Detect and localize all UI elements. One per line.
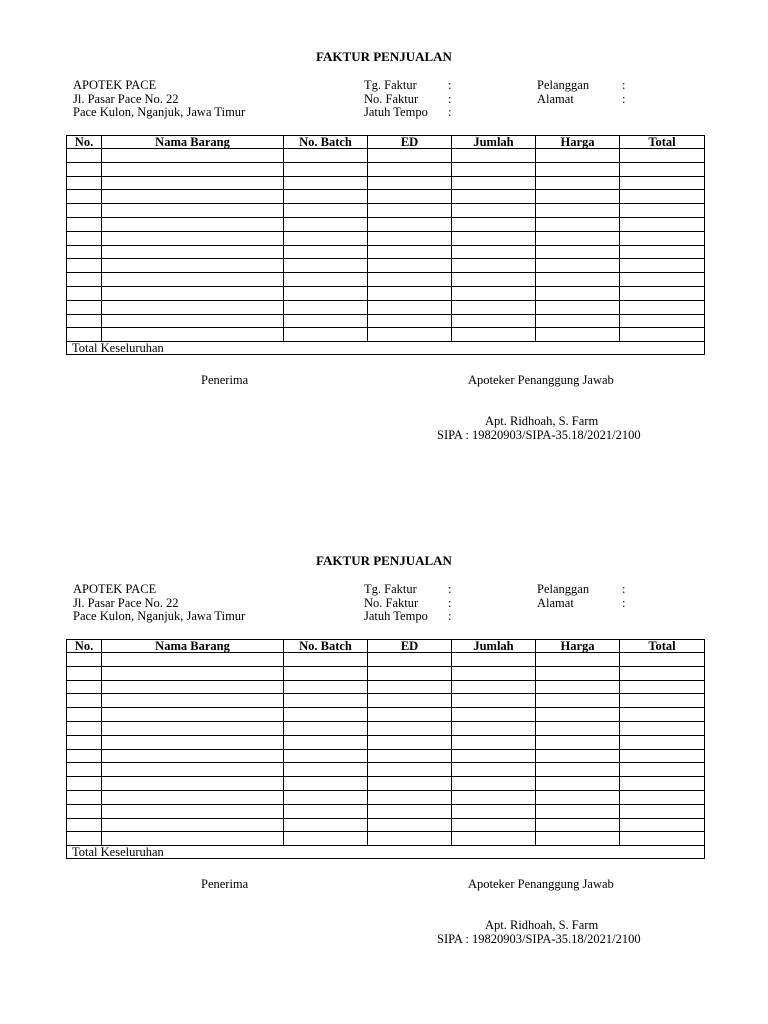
table-cell: [284, 818, 368, 832]
table-cell: [368, 680, 452, 694]
customer-address-label: Alamat: [537, 596, 574, 610]
table-cell: [368, 804, 452, 818]
table-cell: [620, 217, 705, 231]
column-header-price: Harga: [536, 640, 620, 653]
table-cell: [536, 708, 620, 722]
table-cell: [452, 245, 536, 259]
table-cell: [536, 149, 620, 163]
customer-label: Pelanggan: [537, 78, 590, 92]
invoice-title: FAKTUR PENJUALAN: [316, 553, 452, 568]
table-cell: [102, 245, 284, 259]
table-row: [67, 314, 705, 328]
column-header-total: Total: [620, 640, 705, 653]
table-cell: [284, 190, 368, 204]
table-cell: [67, 231, 102, 245]
pharmacist-label: Apoteker Penanggung Jawab: [468, 373, 614, 387]
table-row: [67, 666, 705, 680]
customer-address-separator: :: [622, 596, 626, 610]
table-cell: [452, 680, 536, 694]
table-row: [67, 204, 705, 218]
table-cell: [67, 273, 102, 287]
table-cell: [284, 749, 368, 763]
table-cell: [452, 721, 536, 735]
column-header-expiry-date: ED: [368, 136, 452, 149]
table-cell: [452, 328, 536, 342]
pharmacist-license: SIPA : 19820903/SIPA-35.18/2021/2100: [437, 428, 641, 442]
table-row: [67, 735, 705, 749]
table-cell: [452, 286, 536, 300]
table-cell: [620, 749, 705, 763]
table-cell: [368, 763, 452, 777]
table-cell: [284, 162, 368, 176]
table-cell: [67, 749, 102, 763]
table-cell: [452, 735, 536, 749]
table-cell: [452, 708, 536, 722]
table-cell: [452, 149, 536, 163]
table-cell: [368, 245, 452, 259]
table-cell: [620, 300, 705, 314]
table-cell: [368, 286, 452, 300]
table-cell: [284, 231, 368, 245]
table-row: [67, 777, 705, 791]
table-cell: [536, 777, 620, 791]
table-cell: [67, 804, 102, 818]
table-cell: [284, 694, 368, 708]
table-cell: [102, 749, 284, 763]
table-cell: [368, 162, 452, 176]
customer-separator: :: [622, 582, 626, 596]
table-cell: [368, 217, 452, 231]
table-cell: [536, 204, 620, 218]
table-cell: [102, 259, 284, 273]
table-cell: [67, 314, 102, 328]
table-cell: [536, 680, 620, 694]
table-cell: [536, 763, 620, 777]
table-cell: [102, 190, 284, 204]
table-cell: [452, 300, 536, 314]
table-cell: [368, 708, 452, 722]
table-cell: [368, 749, 452, 763]
table-cell: [620, 735, 705, 749]
table-cell: [102, 708, 284, 722]
table-row: [67, 818, 705, 832]
table-cell: [67, 204, 102, 218]
table-cell: [452, 190, 536, 204]
table-cell: [452, 666, 536, 680]
table-cell: [368, 777, 452, 791]
table-cell: [452, 749, 536, 763]
customer-address-label: Alamat: [537, 92, 574, 106]
table-cell: [67, 653, 102, 667]
table-row: [67, 162, 705, 176]
table-cell: [368, 259, 452, 273]
item-rows: [67, 149, 705, 342]
column-header-price: Harga: [536, 136, 620, 149]
table-cell: [67, 790, 102, 804]
table-cell: [452, 273, 536, 287]
table-row: [67, 763, 705, 777]
table-cell: [284, 204, 368, 218]
table-cell: [102, 273, 284, 287]
table-cell: [368, 328, 452, 342]
table-cell: [536, 832, 620, 846]
table-cell: [368, 176, 452, 190]
table-cell: [620, 190, 705, 204]
table-cell: [102, 721, 284, 735]
table-cell: [536, 666, 620, 680]
table-cell: [102, 653, 284, 667]
table-row: [67, 245, 705, 259]
customer-separator: :: [622, 78, 626, 92]
table-cell: [67, 818, 102, 832]
table-row: [67, 217, 705, 231]
table-cell: [102, 162, 284, 176]
table-cell: [536, 735, 620, 749]
table-cell: [284, 680, 368, 694]
table-cell: [620, 694, 705, 708]
table-cell: [67, 735, 102, 749]
table-cell: [452, 231, 536, 245]
table-cell: [368, 653, 452, 667]
table-cell: [67, 666, 102, 680]
table-cell: [536, 749, 620, 763]
items-table: [66, 639, 705, 859]
table-cell: [284, 328, 368, 342]
table-cell: [67, 190, 102, 204]
table-row: [67, 176, 705, 190]
table-cell: [284, 314, 368, 328]
table-cell: [620, 653, 705, 667]
column-header-no: No.: [67, 640, 102, 653]
company-address-line2: Pace Kulon, Nganjuk, Jawa Timur: [73, 105, 246, 119]
table-cell: [102, 832, 284, 846]
table-cell: [536, 162, 620, 176]
column-header-item-name: Nama Barang: [102, 136, 284, 149]
table-cell: [67, 245, 102, 259]
invoice-number-label: No. Faktur: [364, 92, 419, 106]
table-cell: [452, 204, 536, 218]
table-cell: [620, 245, 705, 259]
table-cell: [368, 231, 452, 245]
table-cell: [67, 176, 102, 190]
table-cell: [102, 818, 284, 832]
table-cell: [67, 217, 102, 231]
table-cell: [368, 300, 452, 314]
pharmacist-label: Apoteker Penanggung Jawab: [468, 877, 614, 891]
table-cell: [452, 314, 536, 328]
table-cell: [67, 328, 102, 342]
table-cell: [536, 286, 620, 300]
column-header-item-name: Nama Barang: [102, 640, 284, 653]
table-cell: [368, 190, 452, 204]
table-cell: [284, 176, 368, 190]
table-cell: [536, 790, 620, 804]
table-row: [67, 749, 705, 763]
table-cell: [284, 804, 368, 818]
due-date-separator: :: [448, 105, 452, 119]
table-cell: [368, 149, 452, 163]
column-header-quantity: Jumlah: [452, 136, 536, 149]
table-cell: [284, 763, 368, 777]
table-cell: [452, 176, 536, 190]
column-header-no: No.: [67, 136, 102, 149]
grand-total-label: Total Keseluruhan: [67, 846, 705, 859]
company-address-line2: Pace Kulon, Nganjuk, Jawa Timur: [73, 609, 246, 623]
table-cell: [284, 300, 368, 314]
grand-total-label: Total Keseluruhan: [67, 342, 705, 355]
items-table: [66, 135, 705, 355]
table-cell: [284, 721, 368, 735]
table-cell: [452, 653, 536, 667]
table-cell: [102, 680, 284, 694]
table-cell: [620, 286, 705, 300]
table-cell: [620, 328, 705, 342]
invoice-number-separator: :: [448, 596, 452, 610]
table-cell: [452, 804, 536, 818]
table-cell: [102, 286, 284, 300]
table-cell: [67, 162, 102, 176]
table-row: [67, 653, 705, 667]
invoice-form-2: [0, 504, 768, 974]
table-cell: [620, 204, 705, 218]
due-date-separator: :: [448, 609, 452, 623]
table-cell: [368, 314, 452, 328]
invoice-form-1: [0, 0, 768, 470]
table-row: [67, 721, 705, 735]
table-cell: [284, 286, 368, 300]
table-cell: [67, 721, 102, 735]
table-row: [67, 328, 705, 342]
table-cell: [284, 653, 368, 667]
table-cell: [536, 245, 620, 259]
table-cell: [284, 735, 368, 749]
table-cell: [67, 708, 102, 722]
table-cell: [536, 217, 620, 231]
table-cell: [452, 259, 536, 273]
table-cell: [620, 176, 705, 190]
table-cell: [102, 176, 284, 190]
table-cell: [536, 176, 620, 190]
table-cell: [102, 204, 284, 218]
pharmacist-name: Apt. Ridhoah, S. Farm: [485, 918, 599, 932]
table-cell: [536, 804, 620, 818]
table-cell: [284, 259, 368, 273]
column-header-batch-number: No. Batch: [284, 136, 368, 149]
table-cell: [620, 708, 705, 722]
table-cell: [67, 777, 102, 791]
table-cell: [536, 328, 620, 342]
grand-total-row: [67, 342, 705, 355]
company-address-line1: Jl. Pasar Pace No. 22: [73, 596, 179, 610]
table-header-row: [67, 136, 705, 149]
table-cell: [620, 832, 705, 846]
company-name: APOTEK PACE: [73, 78, 157, 92]
pharmacist-name: Apt. Ridhoah, S. Farm: [485, 414, 599, 428]
company-address-line1: Jl. Pasar Pace No. 22: [73, 92, 179, 106]
table-cell: [102, 231, 284, 245]
table-cell: [67, 300, 102, 314]
invoice-date-separator: :: [448, 582, 452, 596]
table-cell: [284, 273, 368, 287]
table-cell: [620, 804, 705, 818]
due-date-label: Jatuh Tempo: [364, 609, 428, 623]
table-cell: [536, 653, 620, 667]
table-header-row: [67, 640, 705, 653]
table-cell: [67, 832, 102, 846]
table-cell: [368, 721, 452, 735]
table-cell: [67, 680, 102, 694]
table-row: [67, 708, 705, 722]
table-cell: [368, 735, 452, 749]
invoice-number-label: No. Faktur: [364, 596, 419, 610]
table-row: [67, 790, 705, 804]
table-cell: [102, 804, 284, 818]
customer-label: Pelanggan: [537, 582, 590, 596]
table-cell: [284, 777, 368, 791]
table-cell: [536, 818, 620, 832]
table-cell: [536, 273, 620, 287]
pharmacist-license: SIPA : 19820903/SIPA-35.18/2021/2100: [437, 932, 641, 946]
column-header-expiry-date: ED: [368, 640, 452, 653]
table-cell: [620, 777, 705, 791]
item-rows: [67, 653, 705, 846]
table-row: [67, 694, 705, 708]
table-cell: [452, 694, 536, 708]
invoice-date-label: Tg. Faktur: [364, 582, 417, 596]
table-cell: [620, 680, 705, 694]
table-cell: [536, 190, 620, 204]
invoice-date-label: Tg. Faktur: [364, 78, 417, 92]
table-cell: [536, 694, 620, 708]
table-cell: [368, 694, 452, 708]
table-cell: [452, 763, 536, 777]
table-cell: [102, 777, 284, 791]
table-cell: [620, 149, 705, 163]
invoice-date-separator: :: [448, 78, 452, 92]
table-cell: [67, 694, 102, 708]
table-cell: [284, 666, 368, 680]
table-cell: [536, 231, 620, 245]
table-cell: [620, 231, 705, 245]
table-cell: [102, 217, 284, 231]
table-cell: [368, 666, 452, 680]
table-cell: [452, 832, 536, 846]
table-cell: [102, 763, 284, 777]
table-cell: [620, 273, 705, 287]
table-row: [67, 286, 705, 300]
table-cell: [102, 694, 284, 708]
table-cell: [368, 204, 452, 218]
table-cell: [368, 832, 452, 846]
table-cell: [102, 666, 284, 680]
table-cell: [536, 721, 620, 735]
table-cell: [620, 314, 705, 328]
due-date-label: Jatuh Tempo: [364, 105, 428, 119]
table-cell: [452, 217, 536, 231]
table-cell: [620, 790, 705, 804]
invoice-title: FAKTUR PENJUALAN: [316, 49, 452, 64]
company-name: APOTEK PACE: [73, 582, 157, 596]
table-cell: [67, 259, 102, 273]
table-cell: [536, 259, 620, 273]
table-cell: [452, 777, 536, 791]
table-row: [67, 804, 705, 818]
table-row: [67, 190, 705, 204]
invoice-number-separator: :: [448, 92, 452, 106]
table-cell: [284, 832, 368, 846]
table-cell: [102, 735, 284, 749]
table-cell: [620, 259, 705, 273]
table-row: [67, 832, 705, 846]
table-cell: [620, 162, 705, 176]
table-row: [67, 231, 705, 245]
table-cell: [102, 314, 284, 328]
table-row: [67, 149, 705, 163]
table-cell: [620, 818, 705, 832]
grand-total-row: [67, 846, 705, 859]
table-cell: [452, 790, 536, 804]
table-cell: [284, 790, 368, 804]
table-row: [67, 300, 705, 314]
customer-address-separator: :: [622, 92, 626, 106]
table-cell: [368, 273, 452, 287]
table-row: [67, 273, 705, 287]
table-cell: [620, 763, 705, 777]
receiver-label: Penerima: [201, 373, 249, 387]
table-cell: [368, 818, 452, 832]
table-cell: [284, 245, 368, 259]
table-row: [67, 259, 705, 273]
table-cell: [67, 149, 102, 163]
table-row: [67, 680, 705, 694]
table-cell: [536, 300, 620, 314]
column-header-batch-number: No. Batch: [284, 640, 368, 653]
table-cell: [620, 721, 705, 735]
receiver-label: Penerima: [201, 877, 249, 891]
table-cell: [284, 708, 368, 722]
table-cell: [536, 314, 620, 328]
table-cell: [102, 149, 284, 163]
table-cell: [368, 790, 452, 804]
table-cell: [102, 790, 284, 804]
table-cell: [284, 217, 368, 231]
table-cell: [284, 149, 368, 163]
table-cell: [67, 763, 102, 777]
column-header-quantity: Jumlah: [452, 640, 536, 653]
column-header-total: Total: [620, 136, 705, 149]
table-cell: [620, 666, 705, 680]
table-cell: [452, 162, 536, 176]
table-cell: [102, 300, 284, 314]
table-cell: [452, 818, 536, 832]
table-cell: [67, 286, 102, 300]
table-cell: [102, 328, 284, 342]
